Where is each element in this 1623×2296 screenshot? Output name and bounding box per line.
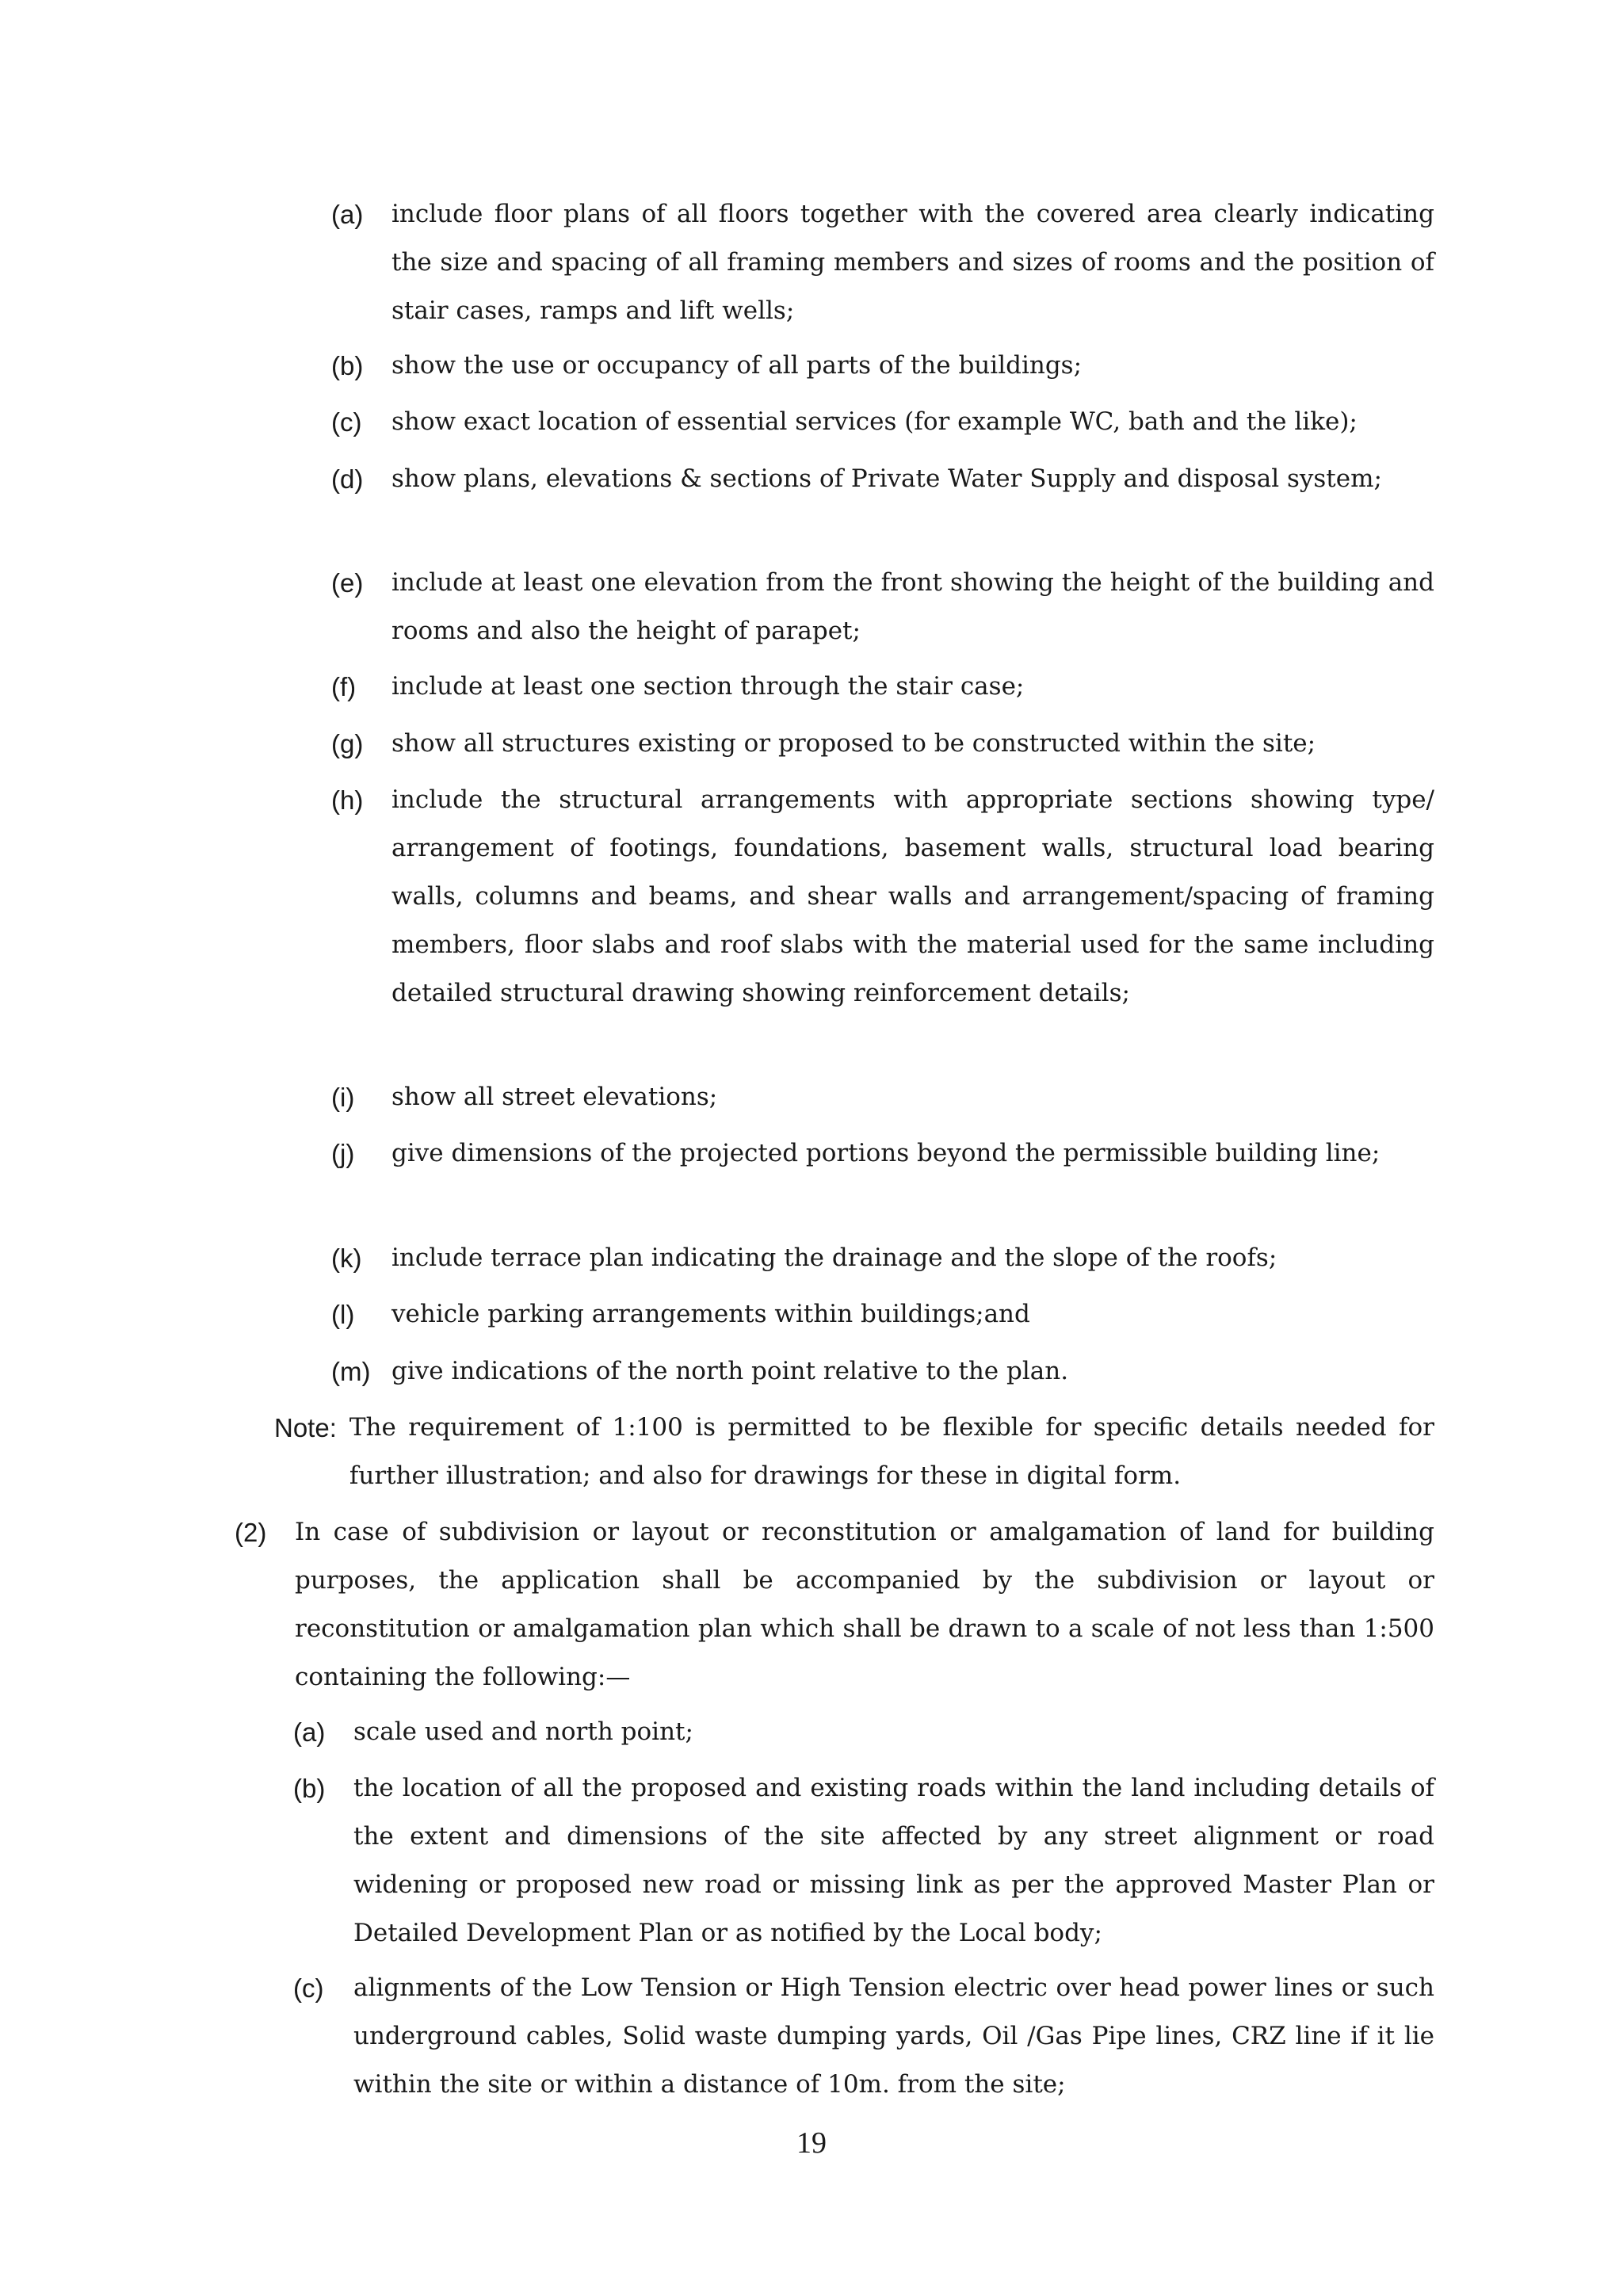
list-item-label: (f) (331, 672, 357, 701)
list-item (331, 190, 1434, 335)
list-item-label: (g) (331, 729, 364, 758)
list-item-label: (b) (293, 1774, 326, 1803)
list-item-label: (a) (331, 200, 364, 229)
list-item (331, 342, 1434, 390)
list-item-text: the location of all the proposed and existing roads within the land including details of the extent and dimensions of the site affected by any street alignment or road widening or proposed new road or missing link as per the approved Master Plan or Detailed Development Plan or as notified by the Local body; (353, 1774, 1434, 1947)
list-item-text: scale used and north point; (353, 1717, 693, 1746)
list-item (331, 720, 1434, 768)
note-label: Note: (274, 1413, 337, 1442)
list-item-text: include at least one section through the stair case; (391, 672, 1025, 701)
list-item (293, 1964, 1434, 2109)
list-item-text: show all structures existing or proposed to be constructed within the site; (391, 729, 1316, 758)
list-item-text: show exact location of essential services (for example WC, bath and the like); (391, 407, 1358, 436)
clause-text: In case of subdivision or layout or reconstitution or amalgamation of land for building purposes, the application shall be accompanied by the subdivision or layout or reconstitution or amalgamation plan which shall be drawn to a scale of not less than 1:500 containing the following:— (295, 1518, 1434, 1691)
note (274, 1404, 1434, 1500)
list-item-label: (c) (331, 407, 362, 437)
list-item-label: (j) (331, 1139, 355, 1168)
list-item-text: show the use or occupancy of all parts of the buildings; (391, 351, 1083, 380)
list-item-label: (k) (331, 1244, 362, 1273)
list-item (331, 559, 1434, 655)
list-item-label: (h) (331, 785, 364, 815)
list-item (293, 1764, 1434, 1958)
list-item-text: show plans, elevations & sections of Private Water Supply and disposal system; (391, 464, 1382, 493)
list-item (331, 1073, 1434, 1121)
list-item-label: (l) (331, 1300, 355, 1329)
list-item (331, 663, 1434, 711)
list-item-label: (b) (331, 351, 364, 380)
list-item-label: (c) (293, 1973, 324, 2003)
list-item-text: show all street elevations; (391, 1083, 718, 1111)
list-item-text: alignments of the Low Tension or High Tension electric over head power lines or such underground cables, Solid waste dumping yards, Oil /Gas Pipe lines, CRZ line if it lie within the site or within a distance of 10m. from the site; (353, 1973, 1434, 2099)
list-item-text: vehicle parking arrangements within buildings;and (391, 1300, 1030, 1328)
list-item-label: (a) (293, 1717, 326, 1747)
clause-label: (2) (235, 1518, 267, 1547)
list-item (331, 1347, 1434, 1396)
list-item (331, 398, 1434, 446)
list-item (331, 1290, 1434, 1339)
list-item-text: include at least one elevation from the front showing the height of the building and rooms and also the height of parapet; (391, 568, 1434, 645)
list-item (331, 1234, 1434, 1282)
list-item (293, 1708, 1434, 1756)
list-item-label: (i) (331, 1083, 355, 1112)
list-item-label: (d) (331, 464, 364, 494)
page-number: 19 (796, 2126, 827, 2160)
list-item-text: give indications of the north point relative to the plan. (391, 1357, 1069, 1385)
list-item (331, 776, 1434, 1018)
list-item (331, 1129, 1434, 1178)
list-item-text: include terrace plan indicating the drainage and the slope of the roofs; (391, 1244, 1277, 1272)
list-item-label: (e) (331, 568, 364, 598)
note-text: The requirement of 1:100 is permitted to be flexible for specific details needed for further illustration; and also for drawings for these in digital form. (349, 1413, 1434, 1490)
list-item-text: give dimensions of the projected portions beyond the permissible building line; (391, 1139, 1381, 1167)
clause-item (235, 1508, 1434, 1702)
list-item-text: include floor plans of all floors together with the covered area clearly indicating the size and spacing of all framing members and sizes of rooms and the position of stair cases, ramps and lift wells; (391, 200, 1434, 325)
list-item (331, 455, 1434, 503)
list-item-label: (m) (331, 1357, 371, 1386)
list-item-text: include the structural arrangements with appropriate sections showing type/ arrangement of footings, foundations, basement walls, structural load bearing walls, columns and beams, and shear walls and arrangement/spacing of framing members, floor slabs and roof slabs with the material used for the same including detailed structural drawing showing reinforcement details; (391, 785, 1434, 1007)
